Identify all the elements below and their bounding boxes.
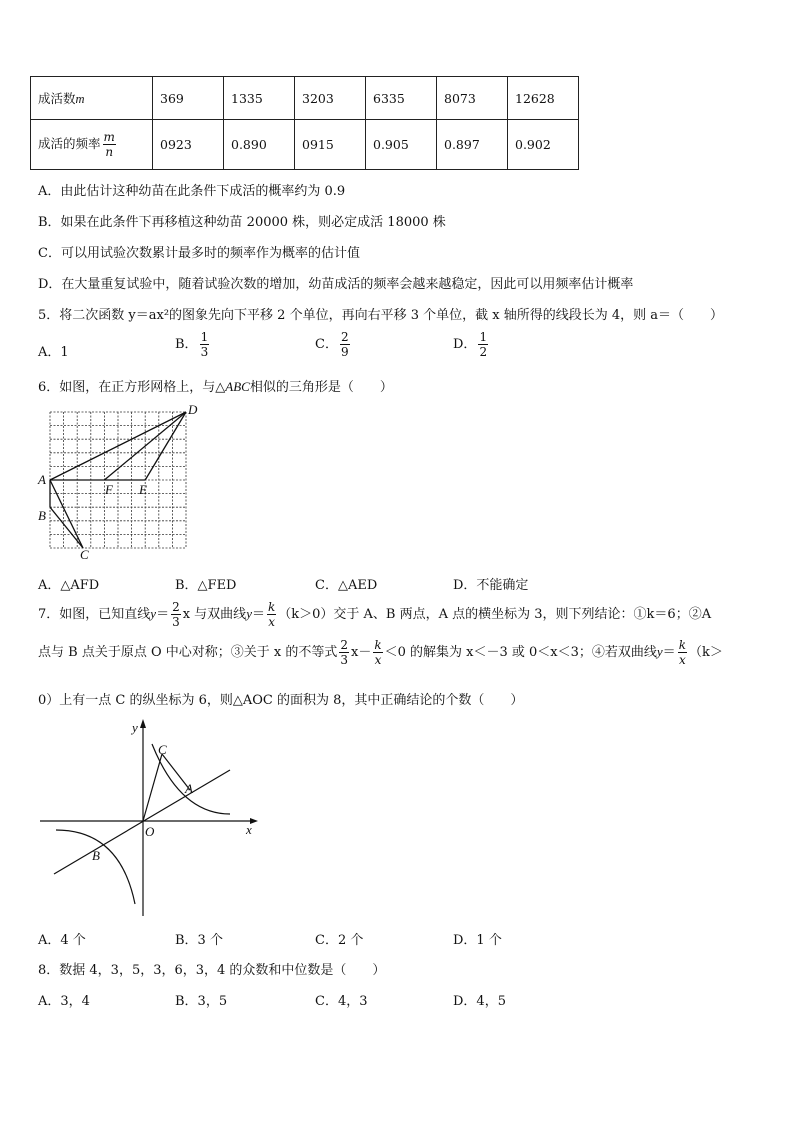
q6-option-a[interactable]: A．△AFD	[38, 578, 100, 593]
table-cell: 0.890	[224, 120, 295, 170]
point-label-a: A	[38, 472, 46, 487]
q7-option-a[interactable]: A．4 个	[38, 933, 86, 948]
table-cell: 0.902	[508, 120, 579, 170]
q7-option-c[interactable]: C．2 个	[315, 933, 364, 948]
q8-stem: 8．数据 4，3，5，3，6，3，4 的众数和中位数是（ ）	[38, 963, 386, 978]
table-cell: 0.897	[437, 120, 508, 170]
q4-option-a[interactable]: A．由此估计这种幼苗在此条件下成活的概率约为 0.9	[38, 184, 346, 199]
q4-option-b[interactable]: B．如果在此条件下再移植这种幼苗 20000 株，则必定成活 18000 株	[38, 215, 446, 230]
table-cell: 6335	[366, 77, 437, 120]
axis-label-x: x	[246, 822, 252, 837]
axis-label-y: y	[132, 720, 138, 735]
table-cell: 3203	[295, 77, 366, 120]
q7-graph-figure	[40, 714, 270, 922]
point-label-c: C	[158, 742, 167, 757]
segment-oc	[143, 754, 162, 821]
fraction: $\frac{2}{9}$	[340, 330, 349, 359]
table-row	[31, 77, 579, 120]
table-cell: 8073	[437, 77, 508, 120]
point-label-e: E	[139, 482, 147, 497]
q6-option-d[interactable]: D．不能确定	[453, 578, 529, 593]
point-label-b: B	[38, 508, 46, 523]
q7-stem-line3: 0）上有一点 C 的纵坐标为 6，则△AOC 的面积为 8，其中正确结论的个数（ ）	[38, 693, 524, 708]
q5-option-c[interactable]: C． $\frac{2}{9}$	[315, 330, 349, 359]
q6-stem: 6．如图，在正方形网格上，与△ABC相似的三角形是（ ）	[38, 379, 393, 395]
line-y-2-3-x	[54, 770, 230, 874]
fraction: $\frac{k}{x}$	[267, 600, 276, 629]
fraction: $\frac{1}{3}$	[200, 330, 209, 359]
fraction: $\frac{1}{2}$	[479, 330, 488, 359]
q6-option-c[interactable]: C．△AED	[315, 578, 378, 593]
row-label-survival-count: 成活数m	[31, 77, 153, 120]
fraction: $\frac{2}{3}$	[340, 638, 348, 667]
point-label-d: D	[188, 402, 198, 417]
q8-option-c[interactable]: C．4，3	[315, 994, 368, 1009]
row-label-survival-frequency: 成活的频率 $\frac{m}{n}$	[31, 120, 153, 170]
q8-option-d[interactable]: D．4，5	[453, 994, 506, 1009]
q8-option-b[interactable]: B．3，5	[175, 994, 228, 1009]
q4-option-d[interactable]: D．在大量重复试验中，随着试验次数的增加，幼苗成活的频率会越来越稳定，因此可以用频率估计概率	[38, 277, 634, 292]
fraction: $\frac{2}{3}$	[172, 600, 180, 629]
q8-option-a[interactable]: A．3，4	[38, 994, 90, 1009]
q5-option-d[interactable]: D． $\frac{1}{2}$	[453, 330, 488, 359]
fraction: $\frac{k}{x}$	[374, 638, 382, 667]
point-label-b: B	[92, 848, 100, 863]
table-cell: 0.905	[366, 120, 437, 170]
fraction: $\frac{k}{x}$	[678, 638, 686, 667]
q7-option-d[interactable]: D．1 个	[453, 933, 502, 948]
q7-stem-line2: 点与 B 点关于原点 O 中心对称；③关于 x 的不等式 $\frac{2}{3}$ x－ $\frac{k}{x}$ ＜0 的解集为 x＜－3 或 0＜x＜3；④若双曲线y＝ $\frac{k}{x}$ （k＞	[38, 638, 723, 667]
hyperbola-branch-left	[56, 830, 135, 904]
table-cell: 12628	[508, 77, 579, 120]
q5-option-a[interactable]: A．1	[38, 345, 69, 360]
point-label-f: F	[105, 482, 113, 497]
point-label-a: A	[185, 781, 193, 796]
q7-option-b[interactable]: B．3 个	[175, 933, 223, 948]
point-label-o: O	[145, 824, 155, 839]
table-cell: 0923	[153, 120, 224, 170]
table-cell: 1335	[224, 77, 295, 120]
fraction-m-over-n: $\frac{m}{n}$	[103, 130, 115, 159]
table-cell: 0915	[295, 120, 366, 170]
table-cell: 369	[153, 77, 224, 120]
q5-stem: 5．将二次函数 y＝ax²的图象先向下平移 2 个单位，再向右平移 3 个单位，截 x 轴所得的线段长为 4，则 a＝（ ）	[38, 308, 723, 323]
point-label-c: C	[80, 547, 89, 562]
q7-stem-line1: 7．如图，已知直线y＝ $\frac{2}{3}$ x 与双曲线y＝ $\frac{k}{x}$ （k＞0）交于 A、B 两点，A 点的横坐标为 3，则下列结论：①k＝6；②A	[38, 600, 712, 629]
q6-grid-figure	[36, 402, 202, 562]
frequency-table	[30, 76, 579, 170]
q6-option-b[interactable]: B．△FED	[175, 578, 237, 593]
table-row	[31, 120, 579, 170]
q5-option-b[interactable]: B． $\frac{1}{3}$	[175, 330, 209, 359]
q4-option-c[interactable]: C．可以用试验次数累计最多时的频率作为概率的估计值	[38, 246, 360, 261]
